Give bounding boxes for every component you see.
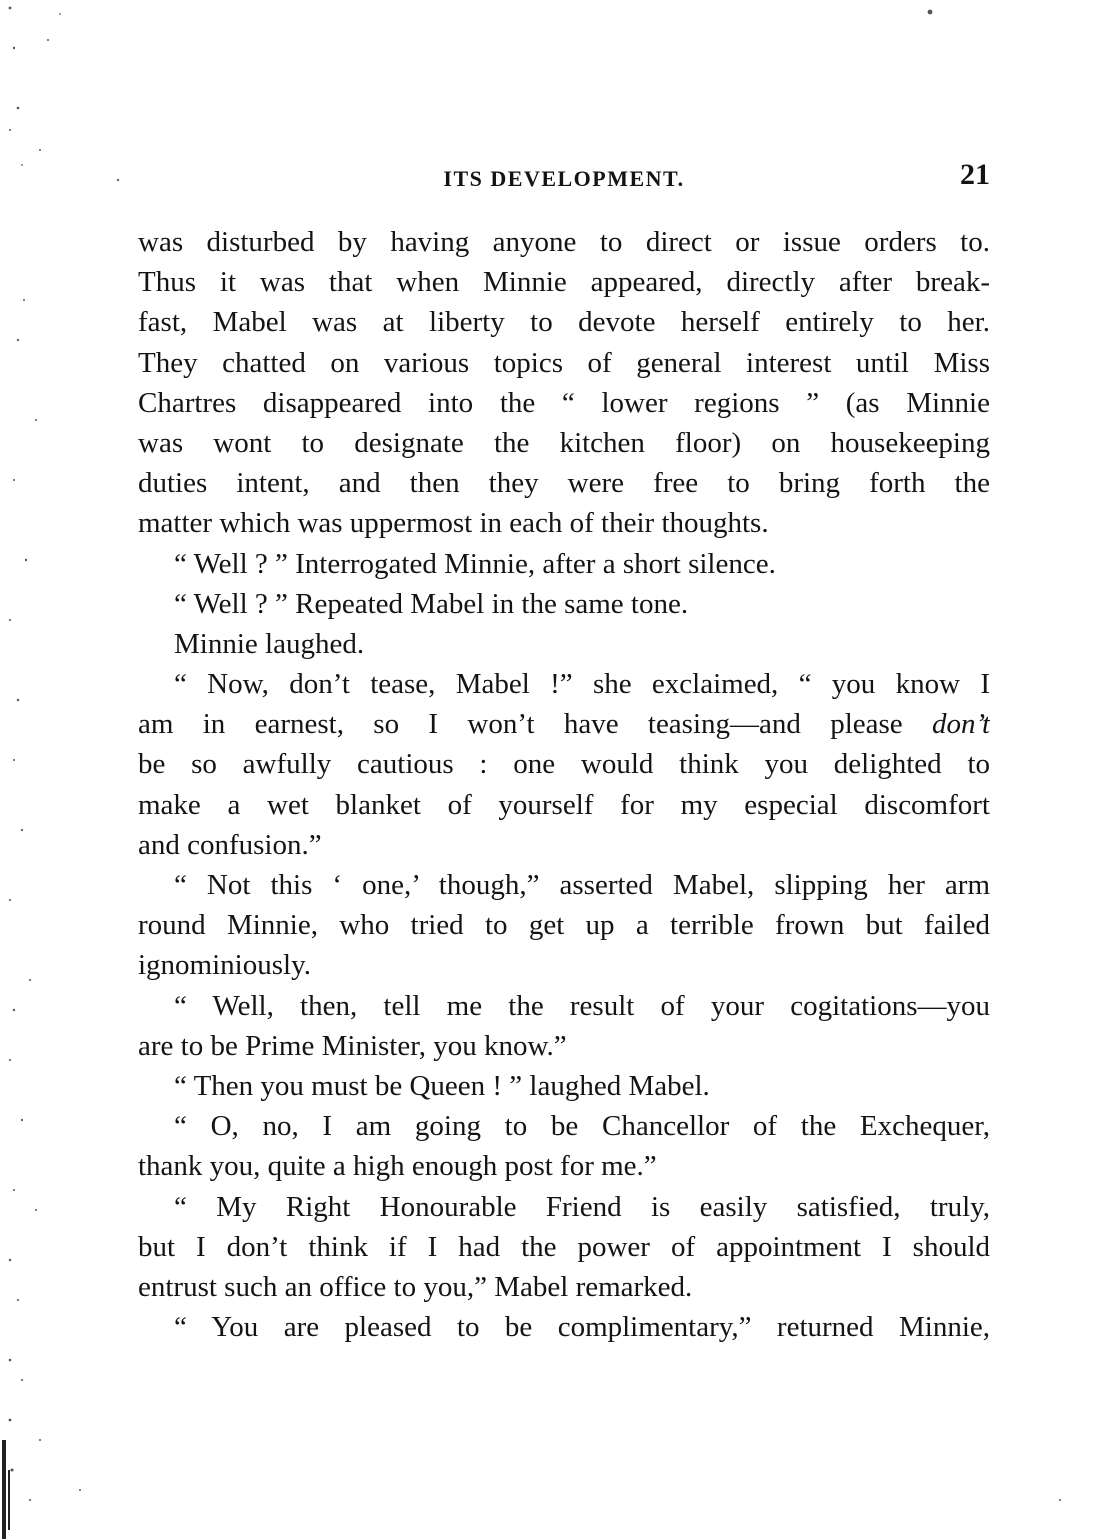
- text-line: make a wet blanket of yourself for my especial discomfort: [138, 788, 990, 821]
- text-line: duties intent, and then they were free to bring forth the: [138, 467, 990, 500]
- text-line: was wont to designate the kitchen floor) on housekeeping: [138, 426, 990, 459]
- text-line: entrust such an office to you,” Mabel remarked.: [138, 1270, 693, 1303]
- text-line: “ Well ? ” Interrogated Minnie, after a short silence.: [174, 547, 776, 580]
- text-line: round Minnie, who tried to get up a terrible frown but failed: [138, 909, 990, 942]
- text-line: but I don’t think if I had the power of appointment I should: [138, 1230, 990, 1263]
- emphasis: don’t: [932, 708, 990, 741]
- text-line: “ My Right Honourable Friend is easily satisfied, truly,: [174, 1190, 990, 1223]
- text-line: “ O, no, I am going to be Chancellor of the Exchequer,: [174, 1110, 990, 1143]
- text-line: thank you, quite a high enough post for me.”: [138, 1150, 657, 1183]
- text-line: fast, Mabel was at liberty to devote herself entirely to her.: [138, 306, 990, 339]
- text-line: am in earnest, so I won’t have teasing—and please don’t: [138, 708, 990, 741]
- running-head: [138, 158, 990, 198]
- page-number: 21: [960, 158, 990, 191]
- text-line: Minnie laughed.: [174, 627, 365, 660]
- text-line: be so awfully cautious : one would think you delighted to: [138, 748, 990, 781]
- text-line: “ Then you must be Queen ! ” laughed Mabel.: [174, 1069, 710, 1102]
- text-line: “ Well ? ” Repeated Mabel in the same tone.: [174, 587, 689, 620]
- text-line: was disturbed by having anyone to direct or issue orders to.: [138, 226, 990, 258]
- text-line: “ You are pleased to be complimentary,” returned Minnie,: [174, 1311, 990, 1344]
- text-line: “ Now, don’t tease, Mabel !” she exclaimed, “ you know I: [174, 668, 990, 701]
- text-line: and confusion.”: [138, 828, 322, 861]
- text-line: “ Well, then, tell me the result of your cogitations—you: [174, 989, 990, 1022]
- text-line: They chatted on various topics of general interest until Miss: [138, 346, 990, 379]
- body-text: [138, 222, 990, 1347]
- text-line: ignominiously.: [138, 949, 311, 982]
- text-line: are to be Prime Minister, you know.”: [138, 1029, 567, 1062]
- running-title: ITS DEVELOPMENT.: [443, 166, 685, 191]
- text-line: Chartres disappeared into the “ lower regions ” (as Minnie: [138, 386, 990, 419]
- text-line: Thus it was that when Minnie appeared, directly after break-: [138, 266, 990, 299]
- text-line: matter which was uppermost in each of their thoughts.: [138, 507, 769, 540]
- text-line: “ Not this ‘ one,’ though,” asserted Mabel, slipping her arm: [174, 869, 990, 901]
